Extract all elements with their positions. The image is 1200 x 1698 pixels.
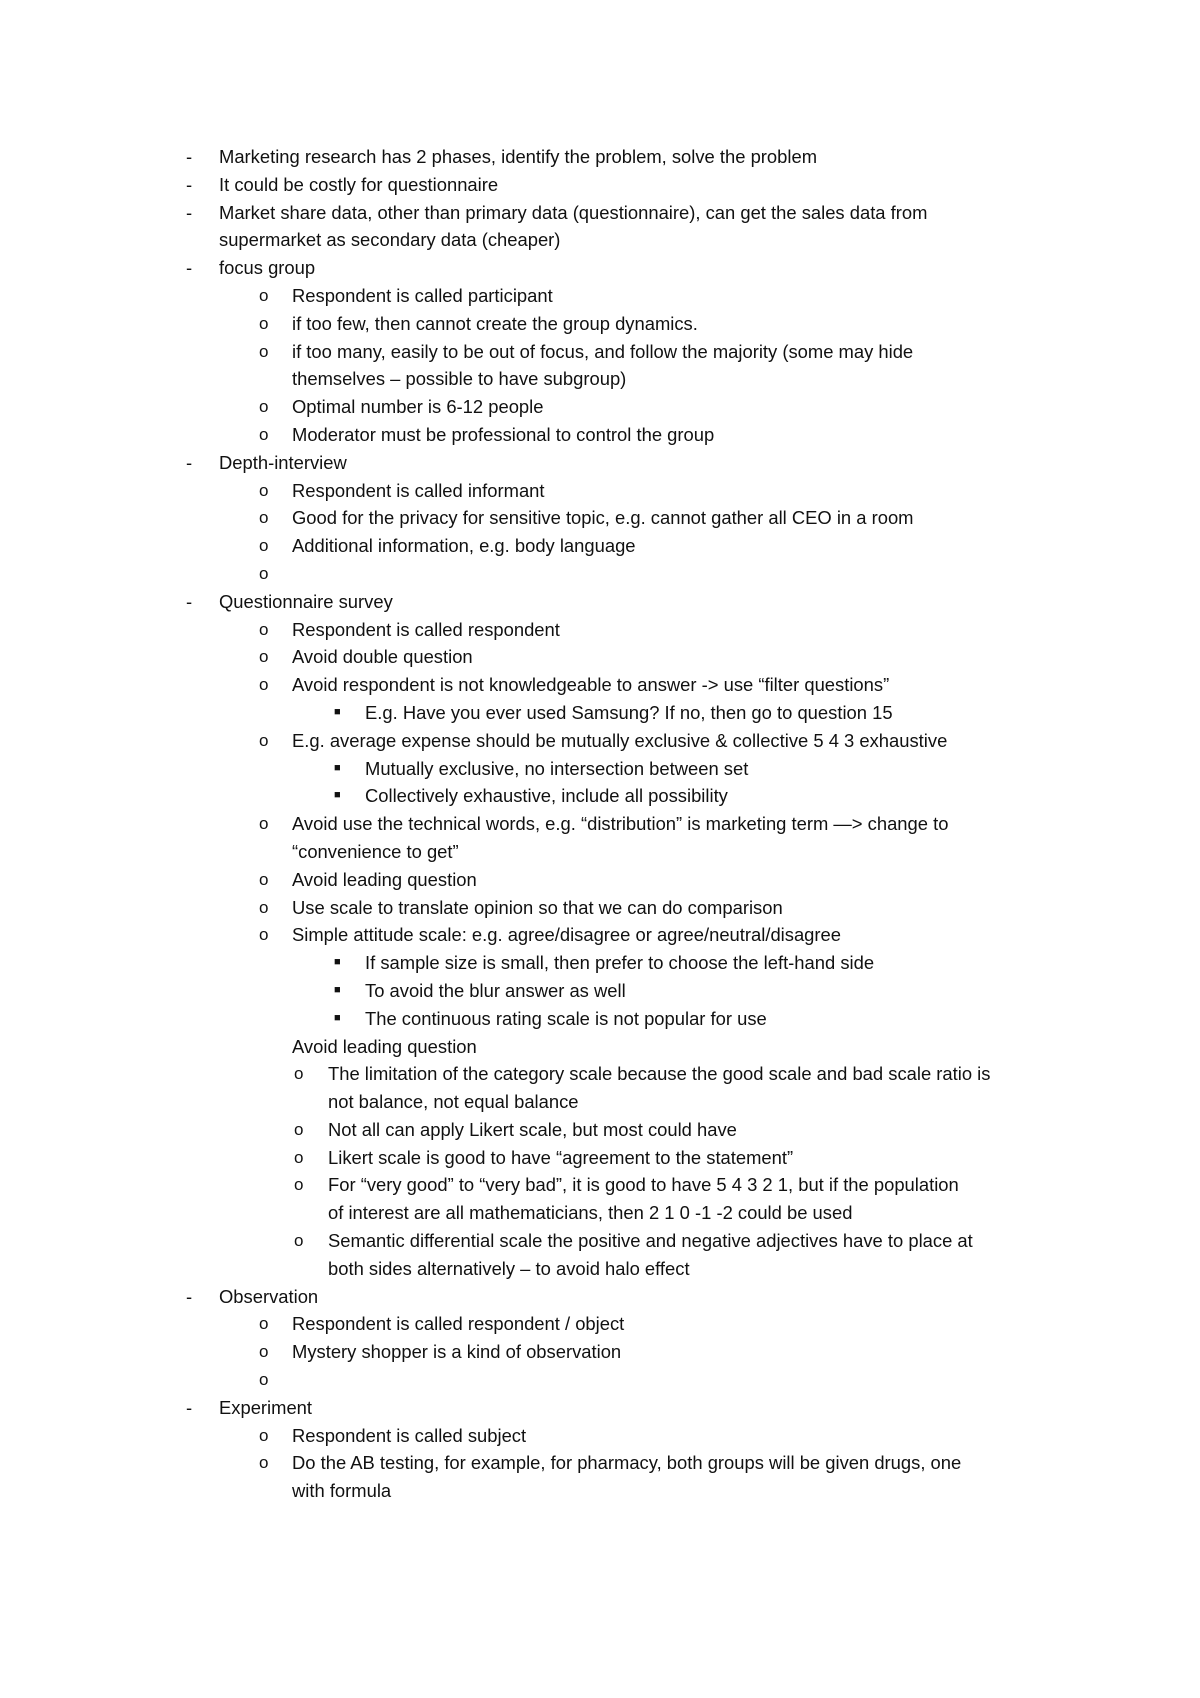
list-item-text: Respondent is called subject <box>292 1424 527 1446</box>
square-bullet-icon: ■ <box>334 983 341 996</box>
circle-bullet-icon: o <box>294 1147 304 1167</box>
list-item-text: Depth-interview <box>219 451 347 473</box>
list-item <box>0 199 1200 227</box>
list-item <box>0 671 1200 699</box>
list-item <box>0 1005 1200 1033</box>
list-item-text: The limitation of the category scale because the good scale and bad scale ratio is <box>328 1063 991 1085</box>
list-item <box>0 616 1200 644</box>
circle-bullet-icon: o <box>259 925 269 945</box>
list-item <box>0 588 1200 616</box>
circle-bullet-icon: o <box>294 1119 304 1139</box>
list-item <box>0 532 1200 560</box>
list-item <box>0 699 1200 727</box>
list-item <box>0 894 1200 922</box>
list-item-text: Observation <box>219 1285 319 1307</box>
square-bullet-icon: ■ <box>334 956 341 969</box>
circle-bullet-icon: o <box>259 508 269 528</box>
list-item <box>0 365 1200 393</box>
list-item <box>0 921 1200 949</box>
circle-bullet-icon: o <box>259 313 269 333</box>
list-item <box>0 1449 1200 1477</box>
circle-bullet-icon: o <box>259 647 269 667</box>
list-item <box>0 254 1200 282</box>
dash-bullet-icon: - <box>186 201 193 223</box>
circle-bullet-icon: o <box>259 397 269 417</box>
circle-bullet-icon: o <box>259 1370 269 1390</box>
list-item-text: Semantic differential scale the positive and negative adjectives have to place at <box>328 1230 973 1252</box>
notes-body <box>0 143 1200 1505</box>
list-item-text: “convenience to get” <box>292 840 459 862</box>
circle-bullet-icon: o <box>259 730 269 750</box>
list-item <box>0 504 1200 532</box>
list-item-text: It could be costly for questionnaire <box>219 173 499 195</box>
list-item-text: not balance, not equal balance <box>328 1091 579 1113</box>
dash-bullet-icon: - <box>186 173 193 195</box>
list-item-text: focus group <box>219 257 316 279</box>
list-item <box>0 338 1200 366</box>
list-item-text: Avoid respondent is not knowledgeable to answer -> use “filter questions” <box>292 674 890 696</box>
list-item-text: if too many, easily to be out of focus, and follow the majority (some may hide <box>292 340 914 362</box>
circle-bullet-icon: o <box>259 1453 269 1473</box>
list-item <box>0 727 1200 755</box>
list-item-text: Questionnaire survey <box>219 590 393 612</box>
list-item-text: Moderator must be professional to control the group <box>292 423 715 445</box>
circle-bullet-icon: o <box>259 675 269 695</box>
circle-bullet-icon: o <box>259 424 269 444</box>
list-item-text: Respondent is called respondent <box>292 618 560 640</box>
list-item <box>0 755 1200 783</box>
dash-bullet-icon: - <box>186 590 193 612</box>
circle-bullet-icon: o <box>294 1231 304 1251</box>
list-item-text: Respondent is called respondent / object <box>292 1313 625 1335</box>
list-item <box>0 1033 1200 1061</box>
list-item <box>0 393 1200 421</box>
list-item <box>0 1171 1200 1199</box>
list-item-text: For “very good” to “very bad”, it is good to have 5 4 3 2 1, but if the population <box>328 1174 959 1196</box>
list-item-text: Mutually exclusive, no intersection between set <box>365 757 749 779</box>
list-item-text: To avoid the blur answer as well <box>365 979 626 1001</box>
dash-bullet-icon: - <box>186 1396 193 1418</box>
list-item-text: Do the AB testing, for example, for pharmacy, both groups will be given drugs, one <box>292 1452 962 1474</box>
list-item-text: Good for the privacy for sensitive topic, e.g. cannot gather all CEO in a room <box>292 507 914 529</box>
list-item <box>0 1310 1200 1338</box>
list-item <box>0 1338 1200 1366</box>
circle-bullet-icon: o <box>259 1314 269 1334</box>
circle-bullet-icon: o <box>259 285 269 305</box>
list-item <box>0 1060 1200 1088</box>
list-item-text: Avoid leading question <box>292 1035 477 1057</box>
circle-bullet-icon: o <box>259 814 269 834</box>
list-item-text: Not all can apply Likert scale, but most could have <box>328 1118 737 1140</box>
circle-bullet-icon: o <box>259 897 269 917</box>
list-item-text: Optimal number is 6-12 people <box>292 396 544 418</box>
list-item-text: Marketing research has 2 phases, identify the problem, solve the problem <box>219 146 818 167</box>
list-item <box>0 477 1200 505</box>
list-item <box>0 643 1200 671</box>
list-item <box>0 1255 1200 1283</box>
list-item-text: of interest are all mathematicians, then 2 1 0 -1 -2 could be used <box>328 1202 853 1224</box>
list-item <box>0 1144 1200 1172</box>
list-item <box>0 310 1200 338</box>
circle-bullet-icon: o <box>259 341 269 361</box>
circle-bullet-icon: o <box>259 480 269 500</box>
square-bullet-icon: ■ <box>334 1011 341 1024</box>
list-item-text: If sample size is small, then prefer to choose the left-hand side <box>365 952 875 974</box>
circle-bullet-icon: o <box>259 536 269 556</box>
dash-bullet-icon: - <box>186 1285 193 1307</box>
list-item <box>0 810 1200 838</box>
list-item <box>0 782 1200 810</box>
list-item-text: Avoid leading question <box>292 868 477 890</box>
circle-bullet-icon: o <box>259 619 269 639</box>
list-item <box>0 1199 1200 1227</box>
list-item <box>0 171 1200 199</box>
circle-bullet-icon: o <box>259 1342 269 1362</box>
list-item <box>0 282 1200 310</box>
list-item-text: Mystery shopper is a kind of observation <box>292 1341 622 1363</box>
list-item-text: Additional information, e.g. body language <box>292 535 636 557</box>
list-item <box>0 226 1200 254</box>
list-item-text: both sides alternatively – to avoid halo effect <box>328 1257 690 1279</box>
list-item-text: Respondent is called informant <box>292 479 545 501</box>
square-bullet-icon: ■ <box>334 789 341 802</box>
list-item <box>0 949 1200 977</box>
dash-bullet-icon: - <box>186 257 193 279</box>
circle-bullet-icon: o <box>259 1425 269 1445</box>
list-item-text: supermarket as secondary data (cheaper) <box>219 229 561 251</box>
list-item <box>0 1116 1200 1144</box>
list-item <box>0 143 1200 171</box>
list-item-text: with formula <box>292 1480 392 1502</box>
list-item-text: E.g. average expense should be mutually exclusive & collective 5 4 3 exhaustive <box>292 729 948 751</box>
list-item <box>0 866 1200 894</box>
list-item-text: Experiment <box>219 1396 313 1418</box>
list-item-text: Simple attitude scale: e.g. agree/disagree or agree/neutral/disagree <box>292 924 841 946</box>
circle-bullet-icon: o <box>259 869 269 889</box>
list-item <box>0 1422 1200 1450</box>
list-item <box>0 977 1200 1005</box>
list-item <box>0 838 1200 866</box>
list-item-text: Avoid use the technical words, e.g. “distribution” is marketing term —> change to <box>292 813 949 835</box>
list-item-text: Use scale to translate opinion so that we can do comparison <box>292 896 783 918</box>
list-item <box>0 1088 1200 1116</box>
square-bullet-icon: ■ <box>334 761 341 774</box>
list-item-text: if too few, then cannot create the group dynamics. <box>292 312 698 334</box>
list-item <box>0 421 1200 449</box>
list-item-text: Respondent is called participant <box>292 284 553 306</box>
list-item <box>0 1477 1200 1505</box>
square-bullet-icon: ■ <box>334 705 341 718</box>
list-item-text: themselves – possible to have subgroup) <box>292 368 627 390</box>
list-item <box>0 1394 1200 1422</box>
list-item <box>0 1227 1200 1255</box>
list-item-text: Collectively exhaustive, include all possibility <box>365 785 728 807</box>
list-item-text: Likert scale is good to have “agreement to the statement” <box>328 1146 794 1168</box>
list-item <box>0 1366 1200 1394</box>
list-item <box>0 1283 1200 1311</box>
list-item <box>0 560 1200 588</box>
circle-bullet-icon: o <box>294 1064 304 1084</box>
circle-bullet-icon: o <box>259 563 269 583</box>
dash-bullet-icon: - <box>186 146 193 167</box>
dash-bullet-icon: - <box>186 451 193 473</box>
list-item-text: Avoid double question <box>292 646 473 668</box>
list-item-text: The continuous rating scale is not popular for use <box>365 1007 767 1029</box>
circle-bullet-icon: o <box>294 1175 304 1195</box>
list-item-text: E.g. Have you ever used Samsung? If no, then go to question 15 <box>365 701 893 723</box>
list-item-text: Market share data, other than primary data (questionnaire), can get the sales data from <box>219 201 928 223</box>
list-item <box>0 449 1200 477</box>
